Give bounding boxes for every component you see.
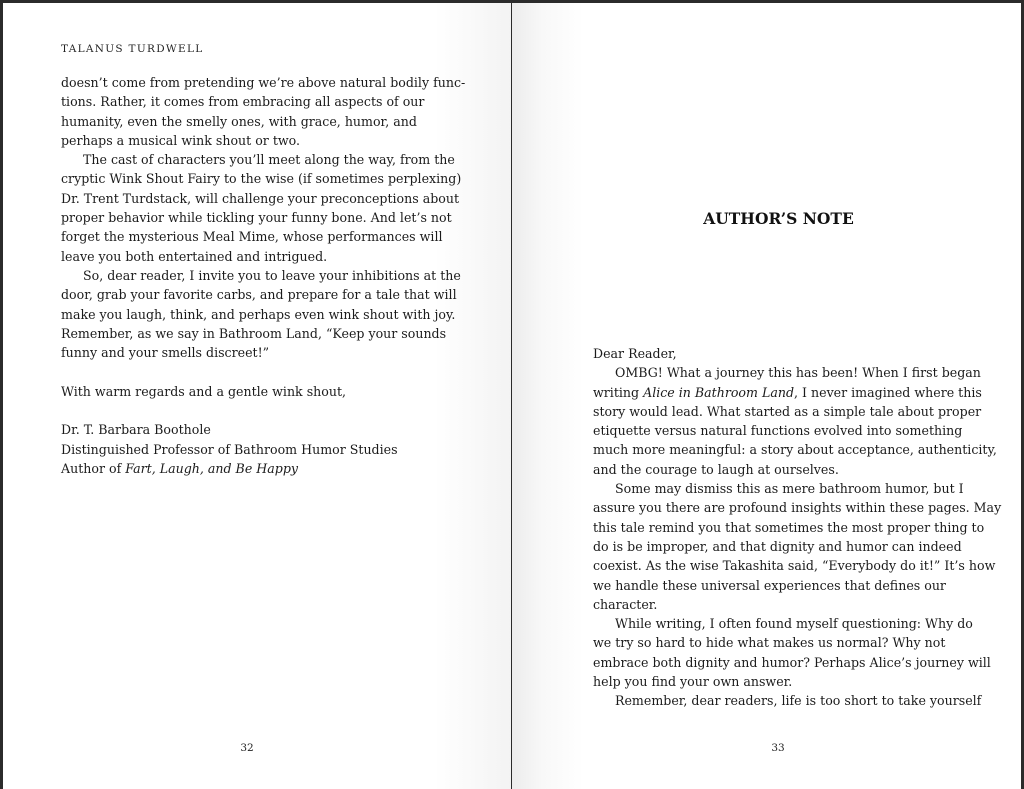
signature-name: Dr. T. Barbara Boothole [61, 422, 211, 438]
text-line: we handle these universal experiences that defines our [593, 577, 946, 593]
chapter-title: AUTHOR’S NOTE [703, 209, 854, 228]
text-line: help you find your own answer. [593, 674, 793, 690]
salutation: Dear Reader, [593, 346, 677, 361]
text-line: we try so hard to hide what makes us normal? Why not [593, 635, 946, 651]
text-line: do is be improper, and that dignity and humor can indeed [593, 538, 962, 554]
text-line: So, dear reader, I invite you to leave your inhibitions at the [83, 267, 461, 283]
left-page [3, 3, 511, 789]
text-line: funny and your smells discreet!” [61, 345, 270, 361]
text-line: perhaps a musical wink shout or two. [61, 132, 301, 148]
text-line [593, 383, 982, 402]
text-line: Remember, dear readers, life is too short to take yourself [615, 693, 982, 709]
text-line: make you laugh, think, and perhaps even wink shout with joy. [61, 306, 456, 322]
author-of-book-title: Fart, Laugh, and Be Happy [125, 460, 298, 476]
text-line: humanity, even the smelly ones, with grace, humor, and [61, 113, 417, 129]
closing-line: With warm regards and a gentle wink shout, [61, 383, 347, 399]
paragraph-gap [61, 401, 433, 420]
text-line: doesn’t come from pretending we’re above natural bodily func- [61, 75, 466, 90]
text-fragment: writing [593, 384, 644, 400]
text-line: While writing, I often found myself questioning: Why do [615, 616, 973, 632]
paragraph-gap [61, 362, 433, 381]
text-line: OMBG! What a journey this has been! When I first began [615, 365, 981, 381]
text-line: coexist. As the wise Takashita said, “Everybody do it!” It’s how [593, 558, 996, 574]
text-line: and the courage to laugh at ourselves. [593, 461, 839, 477]
right-page-body [593, 344, 1002, 711]
text-line: much more meaningful: a story about acceptance, authenticity, [593, 442, 997, 458]
text-line: character. [593, 596, 658, 612]
right-page [512, 3, 1021, 789]
signature-title: Distinguished Professor of Bathroom Humor Studies [61, 441, 398, 457]
left-page-body [61, 73, 466, 478]
text-line: cryptic Wink Shout Fairy to the wise (if sometimes perplexing) [61, 171, 462, 187]
text-line: Some may dismiss this as mere bathroom humor, but I [615, 481, 964, 497]
signature-author-of [61, 459, 433, 478]
text-line: door, grab your favorite carbs, and prepare for a tale that will [61, 287, 457, 303]
text-line: leave you both entertained and intrigued. [61, 248, 328, 264]
text-line: this tale remind you that sometimes the most proper thing to [593, 519, 985, 535]
text-line: The cast of characters you’ll meet along the way, from the [83, 152, 455, 168]
text-line: embrace both dignity and humor? Perhaps Alice’s journey will [593, 654, 991, 670]
text-line: tions. Rather, it comes from embracing all aspects of our [61, 94, 425, 110]
text-line: Dr. Trent Turdstack, will challenge your preconceptions about [61, 190, 460, 206]
author-of-prefix: Author of [61, 460, 126, 476]
page-number: 33 [771, 742, 785, 754]
text-line: proper behavior while tickling your funny bone. And let’s not [61, 210, 452, 226]
text-fragment: , I never imagined where this [794, 384, 982, 400]
text-line: Remember, as we say in Bathroom Land, “Keep your sounds [61, 325, 447, 341]
text-line: forget the mysterious Meal Mime, whose performances will [61, 229, 443, 245]
running-head: TALANUS TURDWELL [61, 43, 204, 55]
text-line: assure you there are profound insights within these pages. May [593, 500, 1002, 516]
book-title: Alice in Bathroom Land [643, 384, 795, 400]
page-number: 32 [240, 742, 254, 754]
text-line: story would lead. What started as a simple tale about proper [593, 403, 982, 419]
text-line: etiquette versus natural functions evolved into something [593, 423, 963, 439]
